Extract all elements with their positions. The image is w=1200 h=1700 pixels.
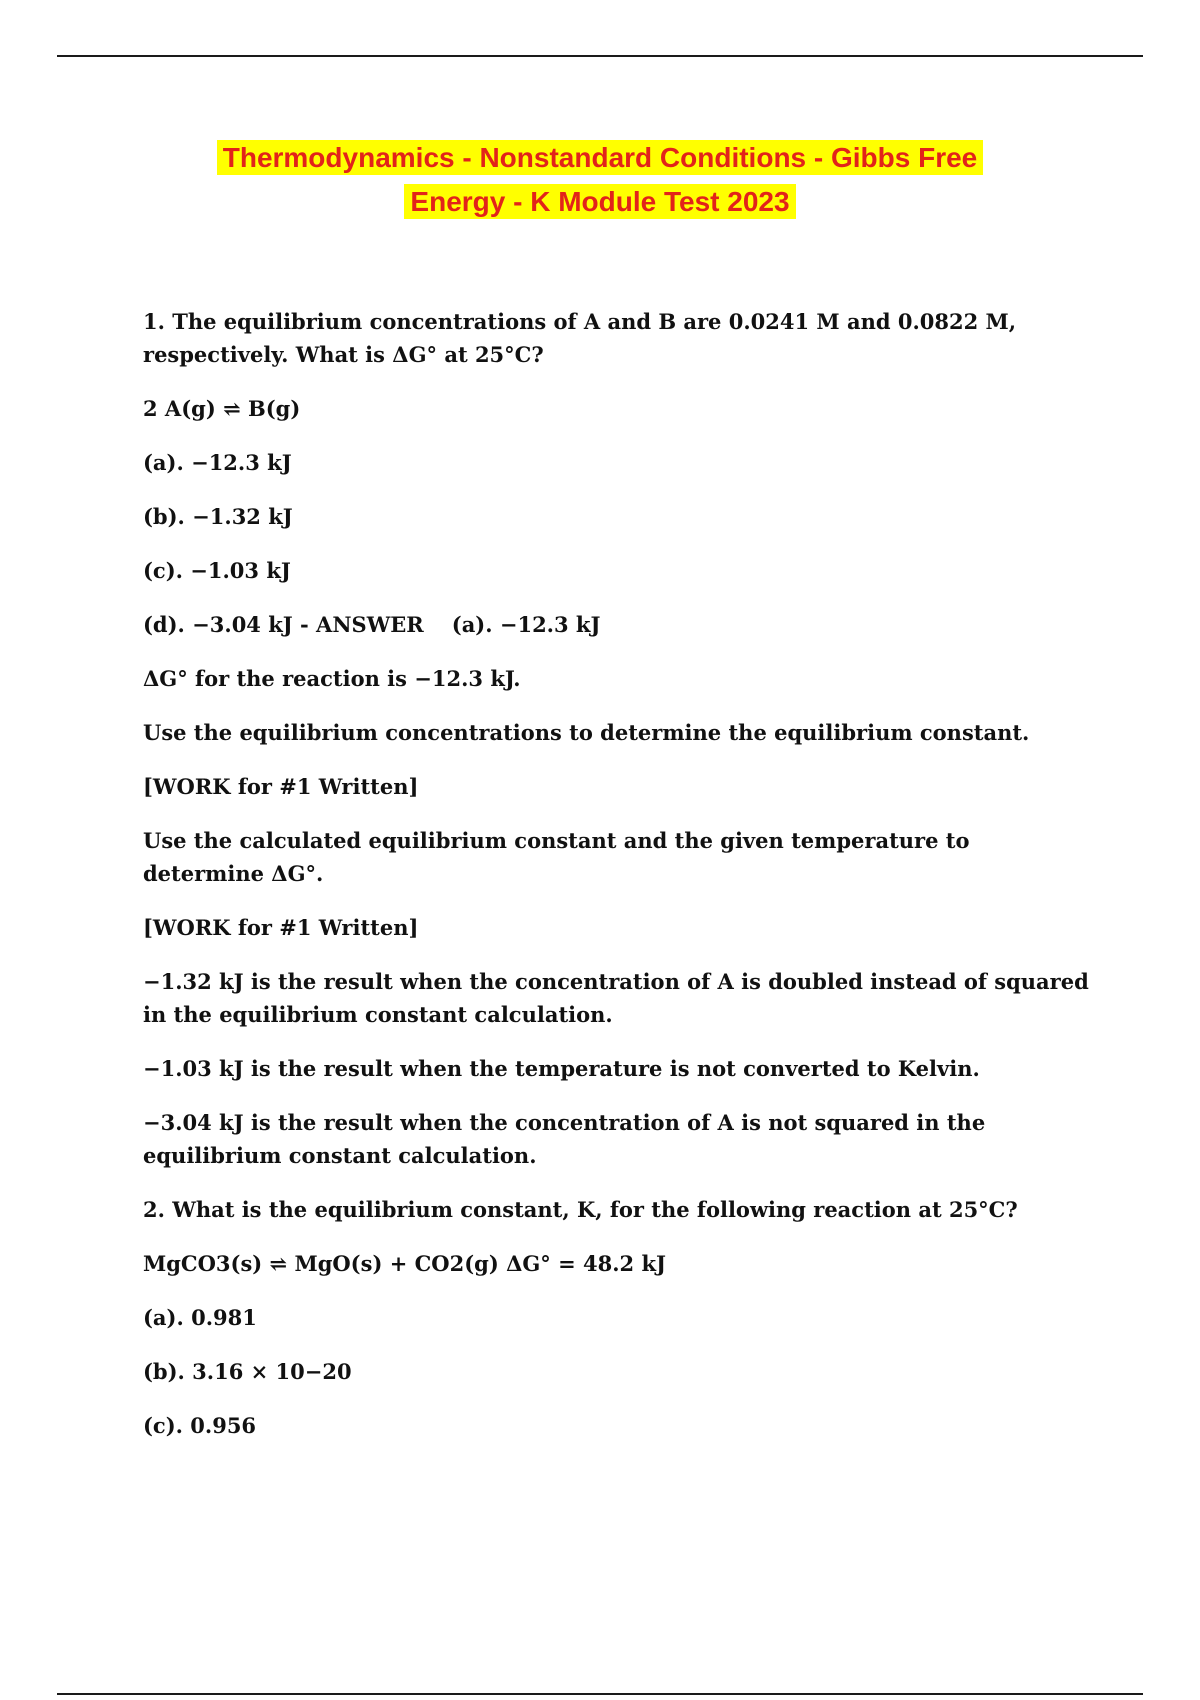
question-1-text: 1. The equilibrium concentrations of A and B are 0.0241 M and 0.0822 M, respectively. What is ΔG° at 25°C? [143,309,1017,367]
title-line-1: Thermodynamics - Nonstandard Conditions - Gibbs Free [217,140,984,175]
explanation-line: Use the calculated equilibrium constant and the given temperature to determine ΔG°. [143,828,970,886]
question-1-option-c: (c). −1.03 kJ [143,558,291,583]
question-2-option-c: (c). 0.956 [143,1413,257,1438]
explanation-line: [WORK for #1 Written] [143,774,419,799]
explanation-line: −1.32 kJ is the result when the concentration of A is doubled instead of squared in the equilibrium constant calculation. [143,969,1089,1027]
top-rule [57,55,1143,57]
question-2-option-b: (b). 3.16 × 10−20 [143,1359,352,1384]
question-2-text: 2. What is the equilibrium constant, K, for the following reaction at 25°C? [143,1197,1018,1222]
explanation-line: ΔG° for the reaction is −12.3 kJ. [143,666,521,691]
explanation-line: [WORK for #1 Written] [143,915,419,940]
question-1-option-d: (d). −3.04 kJ - ANSWER [143,612,424,637]
question-2-reaction: MgCO3(s) ⇌ MgO(s) + CO2(g) ΔG° = 48.2 kJ [143,1251,666,1276]
document-title [0,140,1200,228]
title-line-2: Energy - K Module Test 2023 [404,184,795,219]
explanation-line: −1.03 kJ is the result when the temperature is not converted to Kelvin. [143,1056,980,1081]
explanation-line: Use the equilibrium concentrations to determine the equilibrium constant. [143,720,1030,745]
question-1-option-a: (a). −12.3 kJ [143,450,292,475]
question-1-answer: (a). −12.3 kJ [451,612,601,637]
bottom-rule [57,1693,1143,1695]
question-2-option-a: (a). 0.981 [143,1305,257,1330]
document-body [143,305,1093,1463]
question-1-option-b: (b). −1.32 kJ [143,504,293,529]
question-1-option-d-answer-line [143,608,1093,641]
explanation-line: −3.04 kJ is the result when the concentration of A is not squared in the equilibrium constant calculation. [143,1110,986,1168]
question-1-reaction: 2 A(g) ⇌ B(g) [143,396,301,421]
